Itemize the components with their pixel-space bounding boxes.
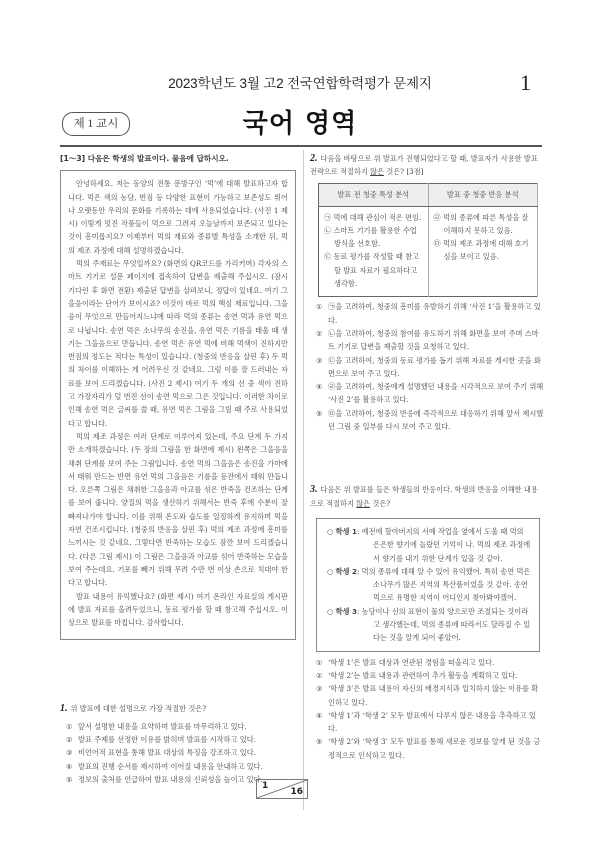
question-stem [60, 702, 296, 715]
answer-choice[interactable] [316, 709, 544, 736]
reaction-text: 예전에 할아버지의 서예 작업을 옆에서 도울 때 먹의 은은한 향기에 놀랐던 기억이 나. 먹의 제조 과정에서 향기를 내기 위한 단계가 있을 것 같아. [361, 526, 531, 563]
answer-choice[interactable] [316, 656, 544, 669]
question-2 [310, 152, 544, 433]
answer-choice[interactable] [66, 733, 296, 746]
table-cell [428, 206, 538, 297]
question-number: 3. [310, 484, 318, 496]
analysis-item: ㉤ 먹의 제조 과정에 대해 호기심을 보이고 있음. [433, 239, 529, 262]
answer-choice[interactable] [66, 746, 296, 759]
choice-marker: ① [66, 721, 73, 731]
choice-text: ‘학생 2’와 ‘학생 3’ 모두 발표를 통해 새로운 정보를 알게 된 것을 긍정적으로 인식하고 있다. [328, 737, 541, 760]
answer-choice[interactable] [316, 327, 544, 354]
emphasis-underline: 않은 [356, 498, 371, 508]
table-cell [319, 206, 429, 297]
student-label: 학생 3 [335, 606, 357, 616]
answer-choice[interactable] [316, 354, 544, 381]
choice-marker: ⑤ [316, 737, 323, 747]
choice-text: ㉣을 고려하여, 청중에게 설명했던 내용을 시각적으로 보여 주기 위해 ‘사진 2’를 활용하고 있다. [328, 382, 544, 405]
page-number: 1 [520, 70, 531, 95]
analysis-item: ㉠ 먹에 대해 관심이 적은 편임. [324, 212, 422, 222]
student-reaction: ○ 학생 1: 예전에 할아버지의 서예 작업을 옆에서 도울 때 먹의 은은한 향기에 놀랐던 기억이 나. 먹의 제조 과정에서 향기를 내기 위한 단계가 있을 것 같아. [327, 526, 531, 563]
answer-choice[interactable] [66, 760, 296, 773]
emphasis-underline: 않은 [370, 167, 385, 177]
passage-paragraph: 안녕하세요. 저는 동양의 전통 문방구인 ‘먹’에 대해 발표하고자 합니다. 먹은 색의 농담, 번짐 등 다양한 표현이 가능하고 보존성도 뛰어나 오랫동안 우리의 문화를 기록하는 데에 사용되었습니다. (사진 1 제시) 이렇게 멋진 작품들이 먹으로 그려져 오늘날까지 보존되고 있다는 것이 흥미롭지요? 이제부터 먹의 재료와 종류별 특성을 소개한 뒤, 먹의 제조 과정에 대해 설명하겠습니다. [68, 179, 288, 255]
choice-text: ㉠을 고려하여, 청중의 흥미를 유발하기 위해 ‘사진 1’을 활용하고 있다. [328, 302, 541, 325]
question-stem [310, 483, 544, 510]
answer-choice[interactable] [316, 669, 544, 682]
answer-choices [310, 656, 544, 762]
choice-marker: ④ [316, 710, 323, 720]
student-reaction: ○ 학생 2: 먹의 종류에 대해 알 수 있어 유익했어. 특히 송연 먹은 소나무가 많은 지역의 특산품이었을 것 같아. 송연 먹으로 유명한 지역이 어디인지 찾아봐야겠어. [327, 566, 531, 603]
passage-paragraph: 발표 내용이 유익했나요? (화면 제시) 여기 온라인 자료실의 게시판에 발표 자료를 올려두었으니, 동료 평가를 할 때 참고해 주십시오. 이상으로 발표를 마칩니다. 감사합니다. [68, 591, 288, 628]
answer-choices [310, 300, 544, 433]
student-label: 학생 1 [335, 526, 357, 536]
choice-text: ㉤을 고려하여, 청중의 반응에 즉각적으로 대응하기 위해 앞서 제시했던 그림 중 일부를 다시 보여 주고 있다. [328, 408, 544, 432]
reaction-text: 농담이나 선의 표현이 물의 양으로만 조절되는 것이라고 생각했는데, 먹의 종류에 따라서도 달라질 수 있다는 것을 알게 되어 좋았어. [361, 606, 531, 643]
choice-marker: ② [66, 734, 73, 744]
choice-marker: ① [316, 657, 323, 667]
student-reaction: ○ 학생 3: 농담이나 선의 표현이 물의 양으로만 조절되는 것이라고 생각했는데, 먹의 종류에 따라서도 달라질 수 있다는 것을 알게 되어 좋았어. [327, 606, 531, 643]
question-text-end: 것은? [370, 498, 391, 508]
question-3 [310, 483, 544, 762]
answer-choice[interactable] [66, 720, 296, 733]
analysis-item: ㉡ 스마트 기기를 활용한 수업 방식을 선호함. [324, 225, 417, 249]
subject-title: 국어 영역 [242, 109, 358, 139]
choice-text: 발표 주제를 선정한 이유를 밝히며 발표를 시작하고 있다. [78, 734, 256, 744]
question-text: 위 발표에 대한 설명으로 가장 적절한 것은? [70, 704, 207, 714]
choice-text: ㉡을 고려하여, 청중의 참여를 유도하기 위해 화면을 보여 주며 스마트 기기로 답변을 제출할 것을 요청하고 있다. [328, 328, 539, 352]
passage-paragraph: 먹의 주재료는 무엇일까요? (화면의 QR코드를 가리키며) 각자의 스마트 기기로 설문 페이지에 접속하여 답변을 제출해 주십시오. (잠시 기다린 후 화면 전환) 제출된 답변을 살펴보니, 정답이 있네요. 여기 그을음이라는 단어가 보이시죠? 이것이 바로 먹의 핵심 재료입니다. 그을음이 무엇으로 만들어지느냐에 따라 먹의 종류는 송연 먹과 유연 먹으로 나뉩니다. 송연 먹은 소나무의 송진을, 유연 먹은 기름을 태울 때 생기는 그을음으로 만듭니다. 송연 먹은 유연 먹에 비해 먹색이 진하지만 번짐의 정도는 적다는 특성이 있습니다. (청중의 반응을 살핀 후) 두 먹의 차이를 이해하는 게 어려우신 것 같네요. 그럼 이를 잘 드러내는 자료를 보여 드리겠습니다. (사진 2 제시) 여기 두 개의 선 중 색이 진하고 가장자리가 덜 번진 선이 송연 먹으로 그은 것입니다. 이러한 차이로 인해 송연 먹은 글씨를 쓸 때, 유연 먹은 그림을 그릴 때 주로 사용되었다고 합니다. [68, 259, 288, 428]
answer-choices [60, 720, 296, 786]
choice-marker: ⑤ [66, 774, 73, 784]
answer-choice[interactable] [316, 380, 544, 407]
choice-text: 앞서 설명한 내용을 요약하며 발표를 마무리하고 있다. [78, 721, 247, 731]
choice-marker: ② [316, 670, 323, 680]
question-text-end: 것은? [3점] [384, 167, 424, 177]
answer-choice[interactable] [316, 682, 544, 709]
answer-choice[interactable] [316, 735, 544, 762]
period-badge: 제 1 교시 [62, 112, 130, 136]
choice-marker: ③ [316, 684, 323, 694]
left-column [60, 152, 296, 786]
choice-text: ‘학생 3’은 발표 내용이 자신의 배경지식과 일치하지 않는 이유를 확인하고 있다. [328, 684, 539, 707]
student-reactions-box [316, 518, 540, 652]
answer-choice[interactable] [316, 300, 544, 327]
audience-analysis-table [318, 183, 538, 298]
choice-text: ‘학생 1’은 발표 대상과 연관된 경험을 떠올리고 있다. [328, 657, 495, 667]
choice-text: ‘학생 1’과 ‘학생 2’ 모두 발표에서 다루지 않은 내용을 추측하고 있다. [328, 710, 536, 734]
choice-text: 정보의 출처를 언급하여 발표 내용의 신뢰성을 높이고 있다. [78, 774, 263, 784]
choice-marker: ① [316, 302, 323, 312]
set-instruction: [1～3] 다음은 학생의 발표이다. 물음에 답하시오. [60, 154, 229, 163]
presentation-passage [60, 170, 296, 640]
analysis-item: ㉣ 먹의 종류에 따른 특성을 잘 이해하지 못하고 있음. [433, 212, 529, 235]
right-column [310, 152, 544, 762]
choice-marker: ② [316, 328, 323, 338]
current-page: 1 [262, 781, 269, 791]
choice-marker: ⑤ [316, 408, 323, 418]
passage-paragraph: 먹의 제조 과정은 여러 단계로 이루어져 있는데, 주요 단계 두 가지만 소개하겠습니다. (두 장의 그림을 한 화면에 제시) 왼쪽은 그을음을 채취 단계를 보여 주는 그림입니다. 송연 먹의 그을음은 송진을 가마에서 태워 만드는 반면 유연 먹의 그을음은 기름을 등잔에서 태워 만듭니다. 오른쪽 그림은 채취한 그을음과 아교를 섞은 반죽을 건조하는 단계를 보여 줍니다. 양질의 먹을 생산하기 위해서는 반죽 후에 수분이 잘 빠져나가야 합니다. 이를 위해 온도와 습도를 일정하게 유지하며 먹을 자연 건조시킵니다. (청중의 반응을 살핀 후) 먹의 제조 과정에 흥미를 느끼시는 것 같네요. 그렇다면 반죽하는 모습도 잠깐 보여 드리겠습니다. (다른 그림 제시) 이 그림은 그을음과 아교를 섞어 반죽하는 모습을 보여 주는데요. 기포를 빼기 위해 무려 수만 번 이상 손으로 치대야 한다고 합니다. [68, 431, 288, 588]
question-text: 다음은 위 발표를 들은 학생들의 반응이다. 학생의 반응을 이해한 내용으로 적절하지 [310, 485, 538, 508]
question-number: 2. [310, 153, 318, 164]
exam-title: 2023학년도 3월 고2 전국연합학력평가 문제지 [168, 76, 432, 91]
choice-marker: ④ [66, 761, 73, 771]
page-counter [256, 779, 308, 799]
table-header: 발표 전 청중 특성 분석 [319, 183, 429, 206]
choice-marker: ③ [66, 748, 73, 758]
choice-text: ‘학생 2’는 발표 내용과 관련하여 추가 활동을 계획하고 있다. [328, 670, 518, 680]
question-number: 1. [60, 703, 68, 715]
question-text: 다음을 바탕으로 위 발표가 진행되었다고 할 때, 발표자가 사용한 발표 전략으로 적절하지 [310, 154, 538, 177]
column-divider [303, 150, 304, 810]
student-label: 학생 2 [335, 566, 357, 576]
reaction-text: 먹의 종류에 대해 알 수 있어 유익했어. 특히 송연 먹은 소나무가 많은 지역의 특산품이었을 것 같아. 송연 먹으로 유명한 지역이 어디인지 찾아봐야겠어. [361, 566, 531, 603]
choice-text: 비언어적 표현을 통해 발표 대상의 특징을 강조하고 있다. [78, 748, 256, 758]
table-header: 발표 중 청중 반응 분석 [428, 183, 538, 206]
choice-marker: ③ [316, 355, 323, 365]
answer-choice[interactable] [316, 407, 544, 434]
header-divider [60, 145, 542, 147]
question-stem [310, 152, 544, 179]
total-pages: 16 [290, 787, 303, 797]
choice-marker: ④ [316, 382, 323, 392]
choice-text: ㉢을 고려하여, 청중의 동료 평가를 돕기 위해 자료를 게시한 곳을 화면으로 보여 주고 있다. [328, 355, 541, 378]
question-1 [60, 702, 296, 786]
analysis-item: ㉢ 동료 평가를 작성할 때 참고할 발표 자료가 필요하다고 생각함. [324, 252, 419, 289]
choice-text: 발표의 진행 순서를 제시하여 이어질 내용을 안내하고 있다. [78, 761, 263, 771]
